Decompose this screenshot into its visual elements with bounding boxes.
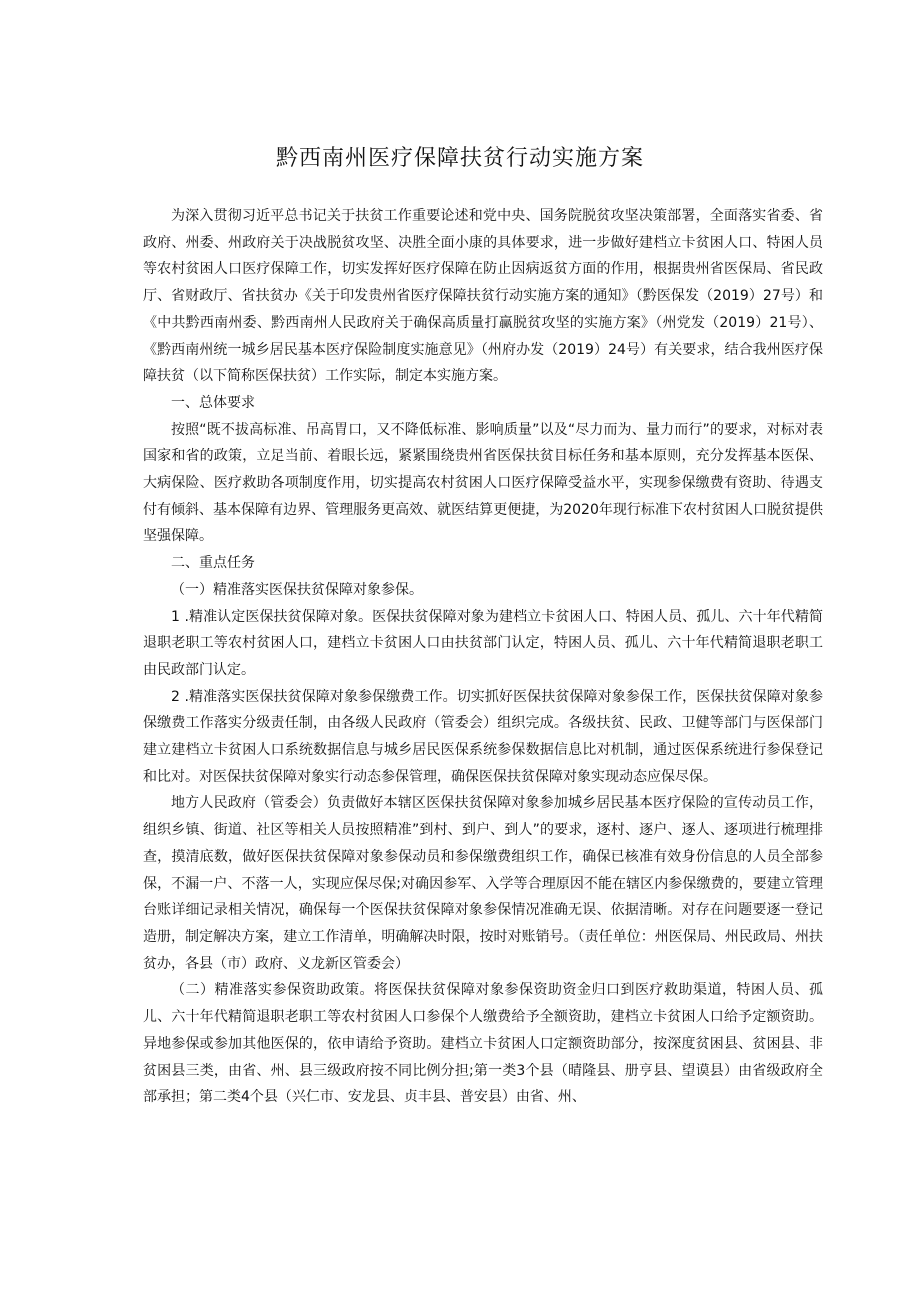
intro-paragraph: 为深入贯彻习近平总书记关于扶贫工作重要论述和党中央、国务院脱贫攻坚决策部署，全面落实省委、省政府、州委、州政府关于决战脱贫攻坚、决胜全面小康的具体要求，进一步做好建档立卡贫困人口、特困人员等农村贫困人口医疗保障工作，切实发挥好医疗保障在防止因病返贫方面的作用，根据贵州省医保局、省民政厅、省财政厅、省扶贫办《关于印发贵州省医疗保障扶贫行动实施方案的通知》（黔医保发（2019）27号）和《中共黔西南州委、黔西南州人民政府关于确保高质量打赢脱贫攻坚的实施方案》（州党发（2019）21号）、《黔西南州统一城乡居民基本医疗保险制度实施意见》（州府办发（2019）24号）有关要求，结合我州医疗保障扶贫（以下简称医保扶贫）工作实际，制定本实施方案。 — [143, 208, 823, 385]
section-heading-key-tasks: 二、重点任务 — [171, 555, 255, 572]
subsection-subsidy-paragraph: （二）精准落实参保资助政策。将医保扶贫保障对象参保资助资金归口到医疗救助渠道，特困人员、孤儿、六十年代精简退职老职工等农村贫困人口参保个人缴费给予全额资助，建档立卡贫困人口给予定额资助。异地参保或参加其他医保的，依申请给予资助。建档立卡贫困人口定额资助部分，按深度贫困县、贫困县、非贫困县三类，由省、州、县三级政府按不同比例分担;第一类3个县（晴隆县、册亨县、望谟县）由省级政府全部承担；第二类4个县（兴仁市、安龙县、贞丰县、普安县）由省、州、 — [143, 982, 823, 1106]
subsection-heading-enrollment: （一）精准落实医保扶贫保障对象参保。 — [171, 581, 423, 598]
general-requirements-paragraph: 按照“既不拔高标准、吊高胃口，又不降低标准、影响质量”以及“尽力而为、量力而行”的要求，对标对表国家和省的政策，立足当前、着眼长远，紧紧围绕贵州省医保扶贫目标任务和基本原则，充分发挥基本医保、大病保险、医疗救助各项制度作用，切实提高农村贫困人口医疗保障受益水平，实现参保缴费有资助、待遇支付有倾斜、基本保障有边界、管理服务更高效、就医结算更便捷，为2020年现行标准下农村贫困人口脱贫提供坚强保障。 — [143, 421, 823, 545]
document-body — [143, 203, 823, 1111]
local-government-paragraph: 地方人民政府（管委会）负责做好本辖区医保扶贫保障对象参加城乡居民基本医疗保险的宣传动员工作，组织乡镇、街道、社区等相关人员按照精准”到村、到户、到人”的要求，逐村、逐户、逐人、逐项进行梳理排查，摸清底数，做好医保扶贫保障对象参保动员和参保缴费组织工作，确保已核准有效身份信息的人员全部参保，不漏一户、不落一人，实现应保尽保;对确因参军、入学等合理原因不能在辖区内参保缴费的，要建立管理台账详细记录相关情况，确保每一个医保扶贫保障对象参保情况准确无误、依据清晰。对存在问题要逐一登记造册，制定解决方案，建立工作清单，明确解决时限，按时对账销号。（责任单位：州医保局、州民政局、州扶贫办，各县（市）政府、义龙新区管委会） — [143, 795, 823, 972]
item-1-paragraph: 1 .精准认定医保扶贫保障对象。医保扶贫保障对象为建档立卡贫困人口、特困人员、孤儿、六十年代精简退职老职工等农村贫困人口，建档立卡贫困人口由扶贫部门认定，特困人员、孤儿、六十年代精简退职老职工由民政部门认定。 — [143, 608, 823, 678]
document-title: 黔西南州医疗保障扶贫行动实施方案 — [275, 146, 644, 171]
section-heading-general-requirements: 一、总体要求 — [171, 394, 255, 411]
item-2-paragraph: 2 .精准落实医保扶贫保障对象参保缴费工作。切实抓好医保扶贫保障对象参保工作，医保扶贫保障对象参保缴费工作落实分级责任制，由各级人民政府（管委会）组织完成。各级扶贫、民政、卫健等部门与医保部门建立建档立卡贫困人口系统数据信息与城乡居民医保系统参保数据信息比对机制，通过医保系统进行参保登记和比对。对医保扶贫保障对象实行动态参保管理，确保医保扶贫保障对象实现动态应保尽保。 — [143, 688, 823, 785]
